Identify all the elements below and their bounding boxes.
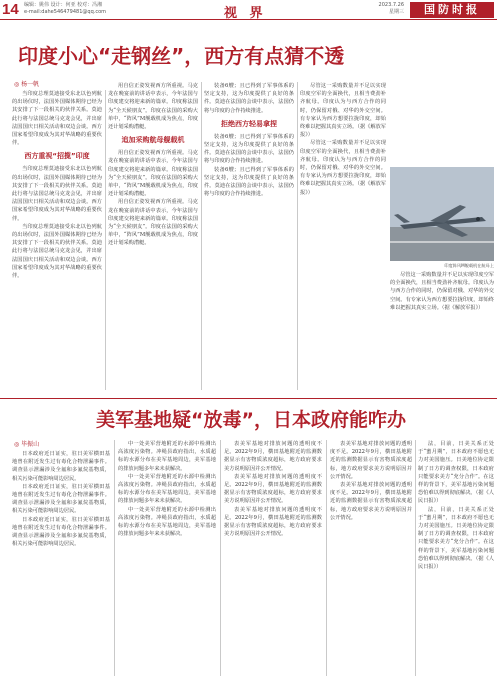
- article2-col2: [118, 440, 216, 678]
- article2-para: 日本政府近日证实，驻日美军横田基地曾在附近发生过有毒化合物泄漏事件。调查显示泄漏涉及全氟和多氟烷基物质，相关污染可能影响周边居民。: [12, 483, 110, 515]
- article2-para: 法，目前，日美关系正处于“蜜月期”，日本政府不愿也无力对美国施压。日美地位协定限制了日方的调查权限，日本政府只能要求美方“充分合作”。在这样的背景下，美军基地污染问题恐怕难以得到彻底解决。（据《人民日报》）: [418, 441, 494, 505]
- article1-para: 用自信正姿发视西方所重视。马克龙在晚宴前的讲话中表示，今年法国与印度建交将迎来新的篇章。印度称法国为“全天候朋友”。印度在法国的采购大单中，“阵风”M舰载机成为焦点，印度还计划采购潜艇。: [108, 199, 198, 247]
- article1-col3: [204, 82, 294, 395]
- article1-col4: [300, 82, 386, 395]
- article1-subhead-3: 拒绝西方轻易拿捏: [221, 119, 277, 128]
- editor-info: [24, 2, 106, 16]
- article2-col4: [330, 440, 412, 678]
- article1-para: 尽管这一采购数量并不足以实现印度空军的全面换代，且相当费劲补齐航母。印度认为与西方合作的同时，仍保留对俄、对华的外交空间。有专家认为西方想要拉拢印度，却始终难以把握其真实立场。（据《解放军报》）: [390, 272, 494, 311]
- photo-caption: 印度阵风M舰载机在航母上: [444, 263, 494, 268]
- article1-col1: [12, 90, 102, 395]
- weekday-text: 星期三: [388, 9, 404, 15]
- column-divider: [114, 440, 115, 676]
- column-divider: [326, 440, 327, 676]
- article1-para: 装备6艘；且已得到了军事体系的坚定支持，这为印度提供了良好的条件。莫迪在法国的会谈中表示，法国仍将与印度的合作持续推进。: [204, 166, 294, 198]
- column-divider: [297, 82, 298, 390]
- article1-subhead-2: 追加采购航母舰载机: [121, 136, 185, 145]
- article1-author: ◎ 杨一帆: [14, 81, 40, 88]
- article1-para: 尽管这一采购数量并不足以实现印度空军的全面换代，且相当费劲补齐航母。印度认为与西方合作的同时，仍保留对俄、对华的外交空间。有专家认为西方想要拉拢印度，却始终难以把握其真实立场。（据《解放军报》）: [300, 140, 386, 196]
- article1-para: 装备6艘；且已得到了军事体系的坚定支持，这为印度提供了良好的条件。莫迪在法国的会谈中表示，法国仍将与印度的合作持续推进。: [204, 83, 294, 114]
- article2-para: 中一处美军营地附近的水源中检测出高浓度污染物。冲绳县政府指出，水质超标的水源分布在美军基地周边，美军基地的排放问题多年来未获解决。: [118, 441, 216, 472]
- page-header: [0, 0, 497, 20]
- editor-line: 编辑：姚伟 设计：何亚 校对：冯湘: [24, 2, 103, 8]
- article1-para: 当印度总理莫迪接受东北以色列航的出场仪时，法国外国媒体期待已经为其安排了下一段相关的伙伴关系。莫迪此行将与法国总统马克龙会见，并出席法国国庆日相关活动和双边会谈。西方国家希望印度成为其对华战略的重要伙伴。: [12, 223, 102, 280]
- article2-para: 表美军基地对排放问题的透明度不足。2022年9月，横田基地附近的监测数据显示有害物质浓度超标，地方政府要求美方说明原因并公开情况。: [224, 473, 322, 505]
- article2-col5: [418, 440, 494, 678]
- article1-para: 用自信正姿发视西方所重视。马克龙在晚宴前的讲话中表示，今年法国与印度建交将迎来新的篇章。印度称法国为“全天候朋友”。印度在法国的采购大单中，“阵风”M舰载机成为焦点，印度还计划采购潜艇。: [108, 150, 198, 198]
- page-number: 14: [2, 1, 19, 18]
- column-divider: [105, 90, 106, 390]
- issue-date: [360, 2, 404, 16]
- article2-para: 中一处美军营地附近的水源中检测出高浓度污染物。冲绳县政府指出，水质超标的水源分布在美军基地周边，美军基地的排放问题多年来未获解决。: [118, 473, 216, 505]
- article2-headline: 美军基地疑“放毒”，日本政府能咋办: [96, 409, 406, 431]
- email-line: e-mail:dahe546479481@qq.com: [24, 9, 107, 15]
- article2-col1: [12, 450, 110, 678]
- jet-photo: [390, 167, 494, 261]
- article1-para: 用自信正姿发视西方所重视。马克龙在晚宴前的讲话中表示，今年法国与印度建交将迎来新的篇章。印度称法国为“全天候朋友”。印度在法国的采购大单中，“阵风”M舰载机成为焦点，印度还计划采购潜艇。: [108, 83, 198, 131]
- fighter-jet-image: [390, 167, 494, 261]
- article2-author: ◎ 毕振山: [14, 441, 40, 448]
- article2-para: 表美军基地对排放问题的透明度不足。2022年9月，横田基地附近的监测数据显示有害物质浓度超标，地方政府要求美方说明原因并公开情况。: [224, 506, 322, 538]
- article1-para: 当印度总理莫迪接受东北以色列航的出场仪时，法国外国媒体期待已经为其安排了下一段相关的伙伴关系。莫迪此行将与法国总统马克龙会见，并出席法国国庆日相关活动和双边会谈。西方国家希望印度成为其对华战略的重要伙伴。: [12, 166, 102, 222]
- section-title: 视 界: [224, 6, 267, 21]
- article1-subhead-1: 西方重视“招揽”印度: [24, 152, 90, 161]
- article2-para: 表美军基地对排放问题的透明度不足。2022年9月，横田基地附近的监测数据显示有害物质浓度超标，地方政府要求美方说明原因并公开情况。: [330, 482, 412, 521]
- article1-headline: 印度小心“走钢丝”，西方有点猜不透: [18, 44, 345, 68]
- article2-col3: [224, 440, 322, 678]
- column-divider: [415, 440, 416, 676]
- newspaper-logo: 国防时报: [410, 2, 494, 18]
- article1-para: 装备6艘；且已得到了军事体系的坚定支持，这为印度提供了良好的条件。莫迪在法国的会谈中表示，法国仍将与印度的合作持续推进。: [204, 133, 294, 165]
- article2-para: 法，目前，日美关系正处于“蜜月期”，日本政府不愿也无力对美国施压。日美地位协定限制了日方的调查权限，日本政府只能要求美方“充分合作”。在这样的背景下，美军基地污染问题恐怕难以得到彻底解决。（据《人民日报》）: [418, 506, 494, 571]
- date-text: 2023.7.26: [378, 2, 404, 8]
- article2-para: 日本政府近日证实，驻日美军横田基地曾在附近发生过有毒化合物泄漏事件。调查显示泄漏涉及全氟和多氟烷基物质，相关污染可能影响周边居民。: [12, 516, 110, 548]
- column-divider: [220, 440, 221, 676]
- article2-para: 日本政府近日证实，驻日美军横田基地曾在附近发生过有毒化合物泄漏事件。调查显示泄漏涉及全氟和多氟烷基物质，相关污染可能影响周边居民。: [12, 451, 110, 482]
- article1-col5: [390, 271, 494, 391]
- article1-col2: [108, 82, 198, 395]
- article2-para: 中一处美军营地附近的水源中检测出高浓度污染物。冲绳县政府指出，水质超标的水源分布在美军基地周边，美军基地的排放问题多年来未获解决。: [118, 506, 216, 538]
- article-separator: [0, 398, 497, 399]
- column-divider: [201, 82, 202, 390]
- article2-para: 表美军基地对排放问题的透明度不足。2022年9月，横田基地附近的监测数据显示有害物质浓度超标，地方政府要求美方说明原因并公开情况。: [224, 441, 322, 472]
- article1-para: 尽管这一采购数量并不足以实现印度空军的全面换代，且相当费劲补齐航母。印度认为与西方合作的同时，仍保留对俄、对华的外交空间。有专家认为西方想要拉拢印度，却始终难以把握其真实立场。（据《解放军报》）: [300, 83, 386, 139]
- article2-para: 表美军基地对排放问题的透明度不足。2022年9月，横田基地附近的监测数据显示有害物质浓度超标，地方政府要求美方说明原因并公开情况。: [330, 441, 412, 480]
- article1-para: 当印度总理莫迪接受东北以色列航的出场仪时，法国外国媒体期待已经为其安排了下一段相关的伙伴关系。莫迪此行将与法国总统马克龙会见，并出席法国国庆日相关活动和双边会谈。西方国家希望印度成为其对华战略的重要伙伴。: [12, 91, 102, 147]
